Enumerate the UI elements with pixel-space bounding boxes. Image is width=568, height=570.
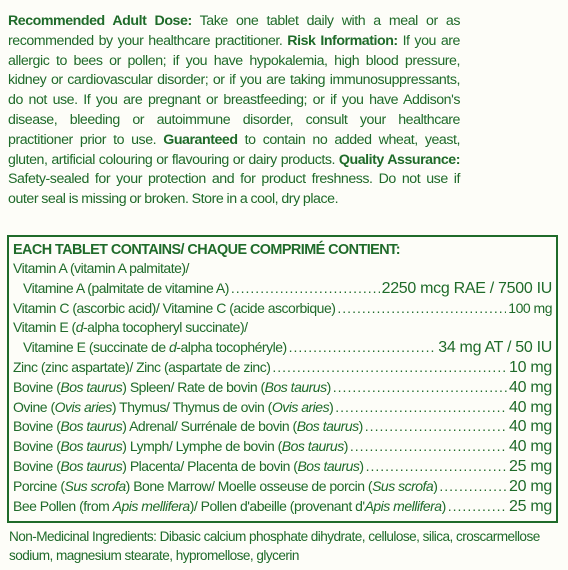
vitamin-c-row bbox=[13, 299, 552, 319]
zinc-amount: 10 mg bbox=[509, 358, 552, 376]
risk-label: Risk Information: bbox=[287, 32, 398, 49]
text-part: ) bbox=[326, 378, 331, 395]
vitamin-e-row-1 bbox=[13, 318, 552, 338]
text-part: ) Spleen/ Rate de bovin ( bbox=[122, 378, 265, 395]
guaranteed-label: Guaranteed bbox=[163, 131, 238, 148]
risk-text: If you are allergic to bees or pollen; if you have hypokalemia, high blood pressure, kidney or cardiovascular disorder; or if you are taking immunosuppressants, do not use. If you are pregnant or breastfeeding; or if you have Addison's disease, bleeding or autoimmune disorder, consult your healthcare practitioner prior to use. bbox=[8, 32, 460, 148]
italic-part: d bbox=[75, 319, 84, 336]
text-part: ) Adrenal/ Surrénale de bovin ( bbox=[122, 418, 297, 435]
quality-label: Quality Assurance: bbox=[338, 151, 460, 168]
italic-part: Apis mellifera bbox=[112, 497, 190, 514]
warnings-paragraph bbox=[8, 12, 460, 210]
vitamin-e-row-2 bbox=[13, 338, 552, 358]
text-part: Bovine ( bbox=[13, 457, 61, 474]
text-part: Bovine ( bbox=[13, 378, 61, 395]
italic-part: Bos taurus bbox=[60, 457, 123, 474]
text-part: Ovine ( bbox=[13, 398, 55, 415]
spleen-amount: 40 mg bbox=[509, 378, 552, 396]
vitamin-a-name: Vitamine A (palmitate de vitamine A) bbox=[23, 279, 229, 296]
dose-label: Recommended Adult Dose: bbox=[8, 13, 192, 29]
text-part: -alpha tocopheryl succinate)/ bbox=[83, 319, 248, 336]
italic-part: Ovis aries bbox=[54, 398, 112, 415]
leader-dots bbox=[333, 378, 507, 398]
non-medicinal-ingredients: Non-Medicinal Ingredients: Dibasic calcium phosphate dihydrate, cellulose, silica, croscarmellose sodium, magnesium stearate, hypromellose, glycerin bbox=[9, 529, 540, 563]
leader-dots bbox=[448, 497, 507, 517]
lymph-amount: 40 mg bbox=[509, 438, 552, 456]
vitamin-e-amount: 34 mg AT / 50 IU bbox=[438, 339, 552, 357]
vitamin-e-name bbox=[23, 338, 287, 358]
text-part: ) bbox=[343, 438, 348, 455]
leader-dots bbox=[439, 477, 507, 497]
ingredients-box bbox=[7, 235, 558, 523]
spleen-row bbox=[13, 378, 552, 398]
italic-part: d bbox=[169, 339, 177, 356]
thymus-name bbox=[13, 398, 333, 418]
lymph-name bbox=[13, 437, 348, 457]
ingredients-heading: EACH TABLET CONTAINS/ CHAQUE COMPRIMÉ CONTIENT: bbox=[13, 242, 400, 258]
italic-part: Bos taurus bbox=[264, 378, 327, 395]
marrow-row bbox=[13, 477, 552, 497]
text-part: ) bbox=[358, 418, 363, 435]
thymus-row bbox=[13, 398, 552, 418]
dose-text: Take one tablet daily with a meal or as recommended by your healthcare practitioner. bbox=[8, 13, 460, 49]
thymus-amount: 40 mg bbox=[509, 398, 552, 416]
text-part: ) bbox=[359, 457, 364, 474]
text-part: ) bbox=[441, 497, 446, 514]
italic-part: Bos taurus bbox=[297, 457, 360, 474]
vitamin-a-row-2 bbox=[13, 279, 552, 299]
italic-part: Bos taurus bbox=[60, 438, 123, 455]
text-part: ) bbox=[433, 477, 438, 494]
zinc-row bbox=[13, 358, 552, 378]
pollen-row bbox=[13, 497, 552, 517]
text-part: ) Thymus/ Thymus de ovin ( bbox=[111, 398, 272, 415]
leader-dots bbox=[289, 338, 437, 358]
vitamin-c-amount: 100 mg bbox=[508, 299, 552, 316]
italic-part: Apis mellifera bbox=[364, 497, 442, 514]
marrow-amount: 20 mg bbox=[509, 477, 552, 495]
leader-dots bbox=[231, 279, 380, 299]
adrenal-name bbox=[13, 417, 363, 437]
text-part: )/ Pollen d'abeille (provenant d' bbox=[189, 497, 365, 514]
marrow-name bbox=[13, 477, 437, 497]
vitamin-c-name: Vitamin C (ascorbic acid)/ Vitamine C (acide ascorbique) bbox=[13, 299, 336, 316]
italic-part: Ovis aries bbox=[271, 398, 330, 415]
zinc-name: Zinc (zinc aspartate)/ Zinc (aspartate de zinc) bbox=[13, 358, 271, 375]
text-part: Vitamine E (succinate de bbox=[23, 339, 169, 356]
quality-text: Safety-sealed for your protection and for product freshness. Do not use if outer seal is missing or broken. Store in a cool, dry place. bbox=[8, 171, 460, 208]
pollen-amount: 25 mg bbox=[509, 497, 552, 515]
adrenal-amount: 40 mg bbox=[509, 418, 552, 436]
text-part: Bee Pollen (from bbox=[13, 497, 113, 514]
text-part: ) Placenta/ Placenta de bovin ( bbox=[122, 457, 298, 474]
text-part: Porcine ( bbox=[13, 477, 65, 494]
vitamin-e-line1 bbox=[13, 318, 248, 338]
leader-dots bbox=[366, 457, 507, 477]
text-part: -alpha tocophéryle) bbox=[176, 339, 287, 356]
italic-part: Sus scrofa bbox=[372, 477, 434, 494]
leader-dots bbox=[365, 417, 507, 437]
pollen-name bbox=[13, 497, 446, 517]
leader-dots bbox=[350, 437, 507, 457]
text-part: ) Lymph/ Lymphe de bovin ( bbox=[122, 438, 282, 455]
italic-part: Bos taurus bbox=[60, 378, 123, 395]
text-part: ) bbox=[329, 398, 334, 415]
placenta-row bbox=[13, 457, 552, 477]
leader-dots bbox=[337, 299, 506, 319]
italic-part: Sus scrofa bbox=[64, 477, 126, 494]
text-part: ) Bone Marrow/ Moelle osseuse de porcin ( bbox=[125, 477, 373, 494]
italic-part: Bos taurus bbox=[281, 438, 344, 455]
lymph-row bbox=[13, 437, 552, 457]
vitamin-a-row-1 bbox=[13, 259, 552, 279]
text-part: Bovine ( bbox=[13, 418, 61, 435]
italic-part: Bos taurus bbox=[60, 418, 123, 435]
vitamin-a-amount: 2250 mcg RAE / 7500 IU bbox=[381, 279, 552, 297]
spleen-name bbox=[13, 378, 331, 398]
leader-dots bbox=[335, 398, 507, 418]
guaranteed-text: to contain no added wheat, yeast, gluten, artificial colouring or flavouring or dairy products. bbox=[8, 131, 460, 168]
italic-part: Bos taurus bbox=[296, 418, 359, 435]
adrenal-row bbox=[13, 417, 552, 437]
text-part: Bovine ( bbox=[13, 438, 61, 455]
vitamin-a-line1: Vitamin A (vitamin A palmitate)/ bbox=[13, 260, 189, 276]
placenta-amount: 25 mg bbox=[509, 457, 552, 475]
leader-dots bbox=[272, 358, 507, 378]
text-part: Vitamin E ( bbox=[13, 319, 76, 336]
placenta-name bbox=[13, 457, 364, 477]
